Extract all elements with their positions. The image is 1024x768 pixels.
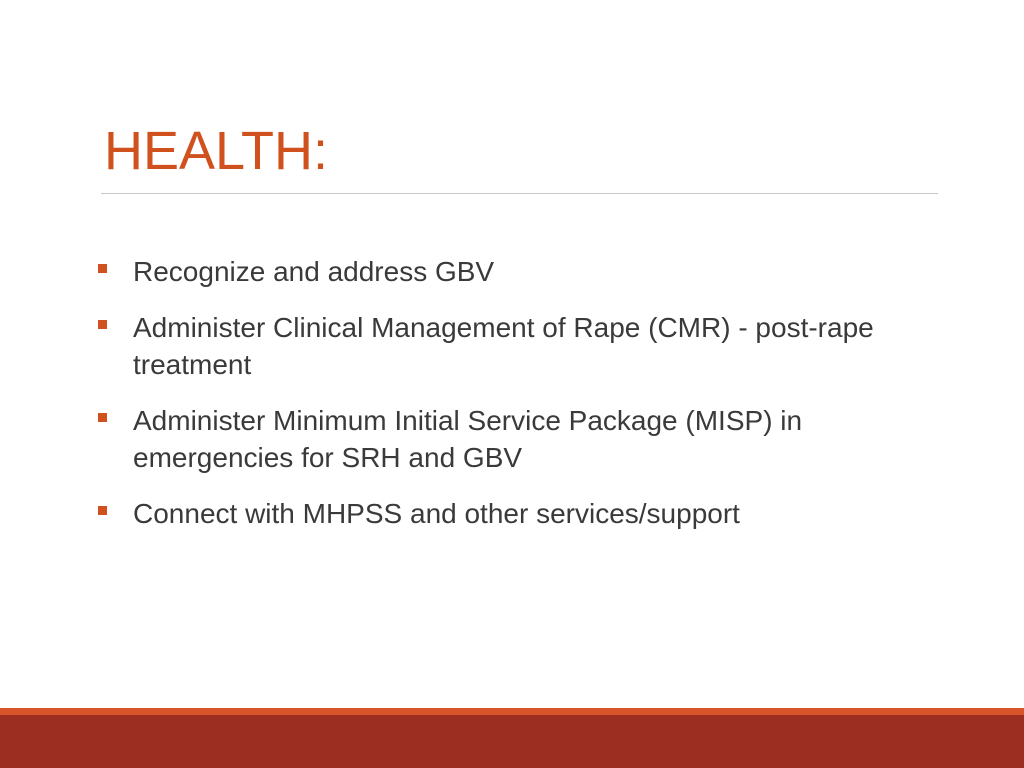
footer-band bbox=[0, 715, 1024, 768]
square-bullet-icon bbox=[98, 264, 107, 273]
title-divider bbox=[101, 193, 938, 194]
list-item bbox=[98, 309, 918, 383]
square-bullet-icon bbox=[98, 413, 107, 422]
square-bullet-icon bbox=[98, 506, 107, 515]
bullet-text: Administer Clinical Management of Rape (CMR) - post-rape treatment bbox=[133, 312, 874, 380]
list-item bbox=[98, 495, 918, 532]
bullet-list bbox=[98, 253, 918, 551]
bullet-text: Recognize and address GBV bbox=[133, 256, 495, 287]
bullet-text: Administer Minimum Initial Service Package (MISP) in emergencies for SRH and GBV bbox=[133, 405, 803, 473]
list-item bbox=[98, 253, 918, 290]
square-bullet-icon bbox=[98, 320, 107, 329]
bullet-text: Connect with MHPSS and other services/support bbox=[133, 498, 740, 529]
slide-title: HEALTH: bbox=[104, 121, 329, 181]
list-item bbox=[98, 402, 918, 476]
footer-accent-stripe bbox=[0, 708, 1024, 715]
